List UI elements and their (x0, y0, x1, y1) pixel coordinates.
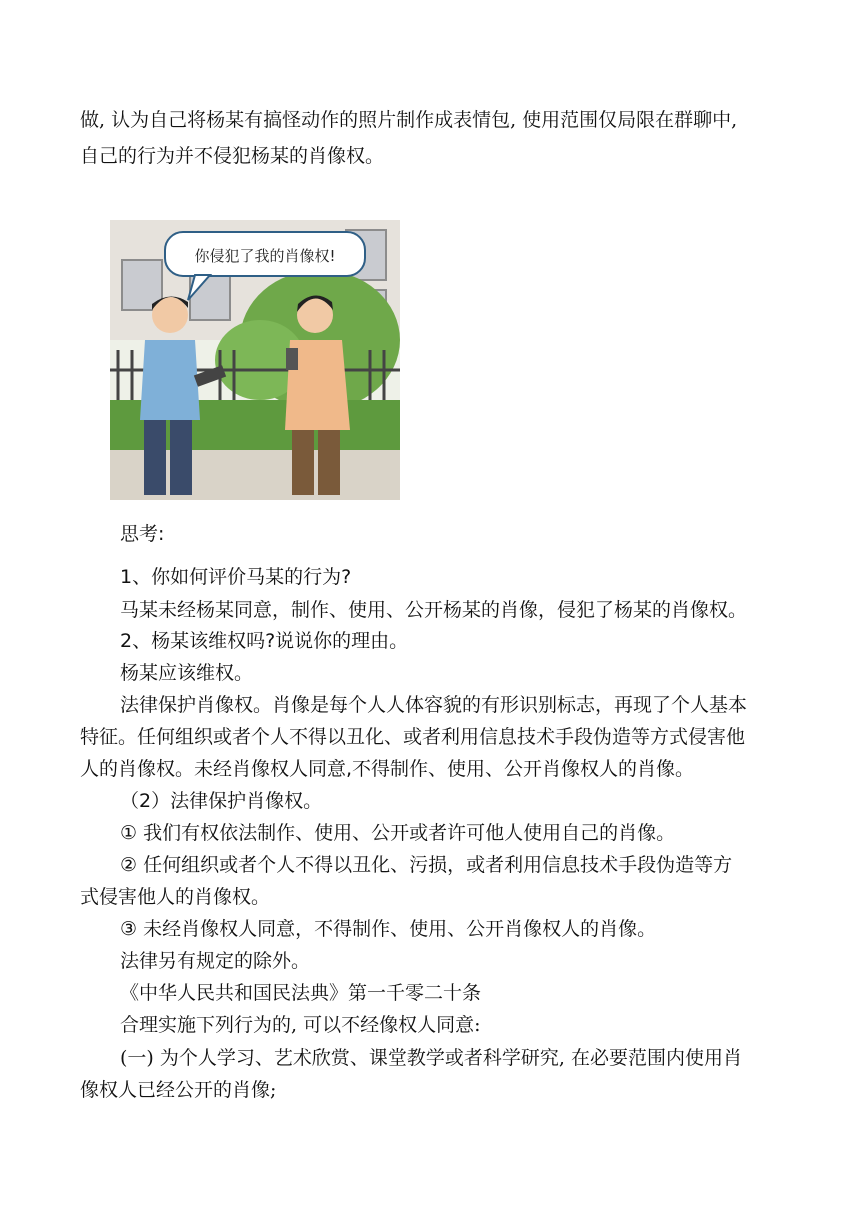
intro-line-1: 做, 认为自己将杨某有搞怪动作的照片制作成表情包, 使用范围仅局限在群聊中, (80, 109, 738, 131)
law-para-line-3: 人的肖像权。未经肖像权人同意,不得制作、使用、公开肖像权人的肖像。 (80, 758, 695, 780)
intro-line-2: 自己的行为并不侵犯杨某的肖像权。 (80, 145, 385, 167)
answer-1: 马某未经杨某同意，制作、使用、公开杨某的肖像，侵犯了杨某的肖像权。 (120, 599, 748, 621)
law-item-2-line-1: ② 任何组织或者个人不得以丑化、污损，或者利用信息技术手段伪造等方 (120, 854, 733, 876)
law-para-line-2: 特征。任何组织或者个人不得以丑化、或者利用信息技术手段伪造等方式侵害他 (80, 726, 746, 748)
civil-code-lead: 合理实施下列行为的, 可以不经像权人同意: (120, 1014, 481, 1036)
question-1: 1、你如何评价马某的行为? (120, 566, 352, 588)
speech-bubble-text: 你侵犯了我的肖像权! (194, 247, 336, 265)
civil-code-item-1-line-1: (一) 为个人学习、艺术欣赏、课堂教学或者科学研究, 在必要范围内使用肖 (120, 1047, 742, 1069)
law-para-line-1: 法律保护肖像权。肖像是每个人人体容貌的有形识别标志，再现了个人基本 (120, 694, 748, 716)
civil-code-item-1-line-2: 像权人已经公开的肖像; (80, 1079, 277, 1101)
law-item-2-line-2: 式侵害他人的肖像权。 (80, 886, 271, 908)
law-exception: 法律另有规定的除外。 (120, 950, 311, 972)
answer-2: 杨某应该维权。 (120, 662, 254, 684)
comic-illustration (110, 220, 400, 500)
law-subheading: （2）法律保护肖像权。 (120, 790, 323, 812)
law-item-1: ① 我们有权依法制作、使用、公开或者许可他人使用自己的肖像。 (120, 822, 676, 844)
think-heading: 思考: (120, 523, 165, 545)
law-item-3: ③ 未经肖像权人同意，不得制作、使用、公开肖像权人的肖像。 (120, 918, 657, 940)
question-2: 2、杨某该维权吗?说说你的理由。 (120, 630, 409, 652)
civil-code-title: 《中华人民共和国民法典》第一千零二十条 (120, 982, 482, 1004)
